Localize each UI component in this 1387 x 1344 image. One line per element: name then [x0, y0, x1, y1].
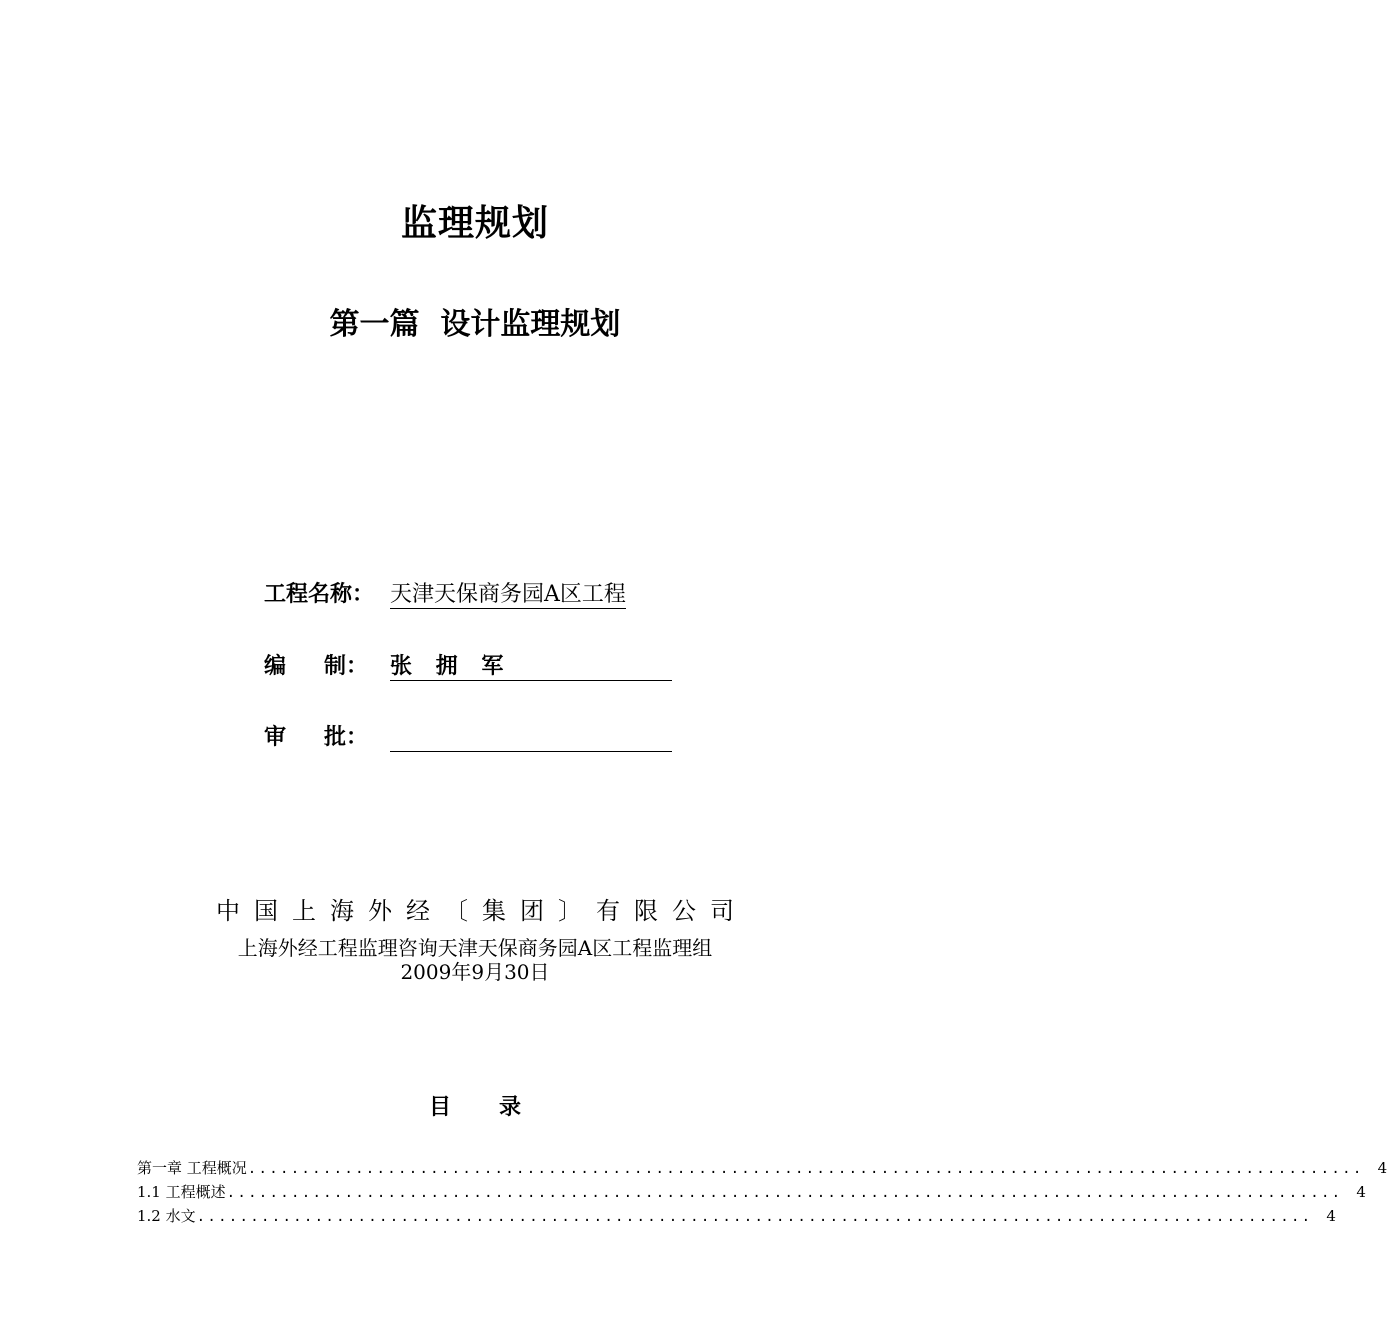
toc-leader-dots: ........................................................................................................ [226, 1185, 1343, 1201]
approver-row [264, 721, 390, 755]
approver-value [390, 721, 672, 752]
main-title: 监理规划 [400, 203, 549, 244]
table-of-contents [137, 1156, 1387, 1228]
toc-entry[interactable] [137, 1204, 1336, 1228]
toc-entry[interactable] [137, 1180, 1366, 1204]
editor-row [264, 650, 512, 684]
approver-label-b: 批： [323, 725, 368, 750]
toc-entry-page: 4 [1356, 1183, 1366, 1201]
toc-entry-label: 1.2 水文 [137, 1207, 196, 1225]
approver-label-a: 审 [264, 725, 287, 750]
toc-leader-dots: ........................................................................................................ [247, 1161, 1364, 1177]
sub-title: 第一篇 设计监理规划 [329, 307, 621, 342]
document-date: 2009年9月30日 [400, 960, 550, 984]
toc-entry-page: 4 [1377, 1159, 1387, 1177]
editor-label [264, 650, 390, 684]
toc-entry[interactable] [137, 1156, 1387, 1180]
project-name-value: 天津天保商务园A区工程 [390, 578, 626, 609]
project-name-row [264, 578, 626, 612]
supervision-group: 上海外经工程监理咨询天津天保商务园A区工程监理组 [237, 936, 713, 960]
toc-leader-dots: ........................................................................................................ [196, 1209, 1313, 1225]
approver-label [264, 721, 390, 755]
editor-value: 张 拥 军 [390, 650, 672, 681]
toc-entry-label: 1.1 工程概述 [137, 1183, 226, 1201]
project-name-label: 工程名称： [264, 582, 375, 607]
editor-label-b: 制： [323, 654, 368, 679]
toc-entry-label: 第一章 工程概况 [137, 1159, 247, 1177]
company-name: 中国上海外经〔集团〕有限公司 [216, 897, 748, 925]
toc-title: 目录 [428, 1095, 569, 1120]
editor-label-a: 编 [264, 654, 287, 679]
toc-entry-page: 4 [1326, 1207, 1336, 1225]
